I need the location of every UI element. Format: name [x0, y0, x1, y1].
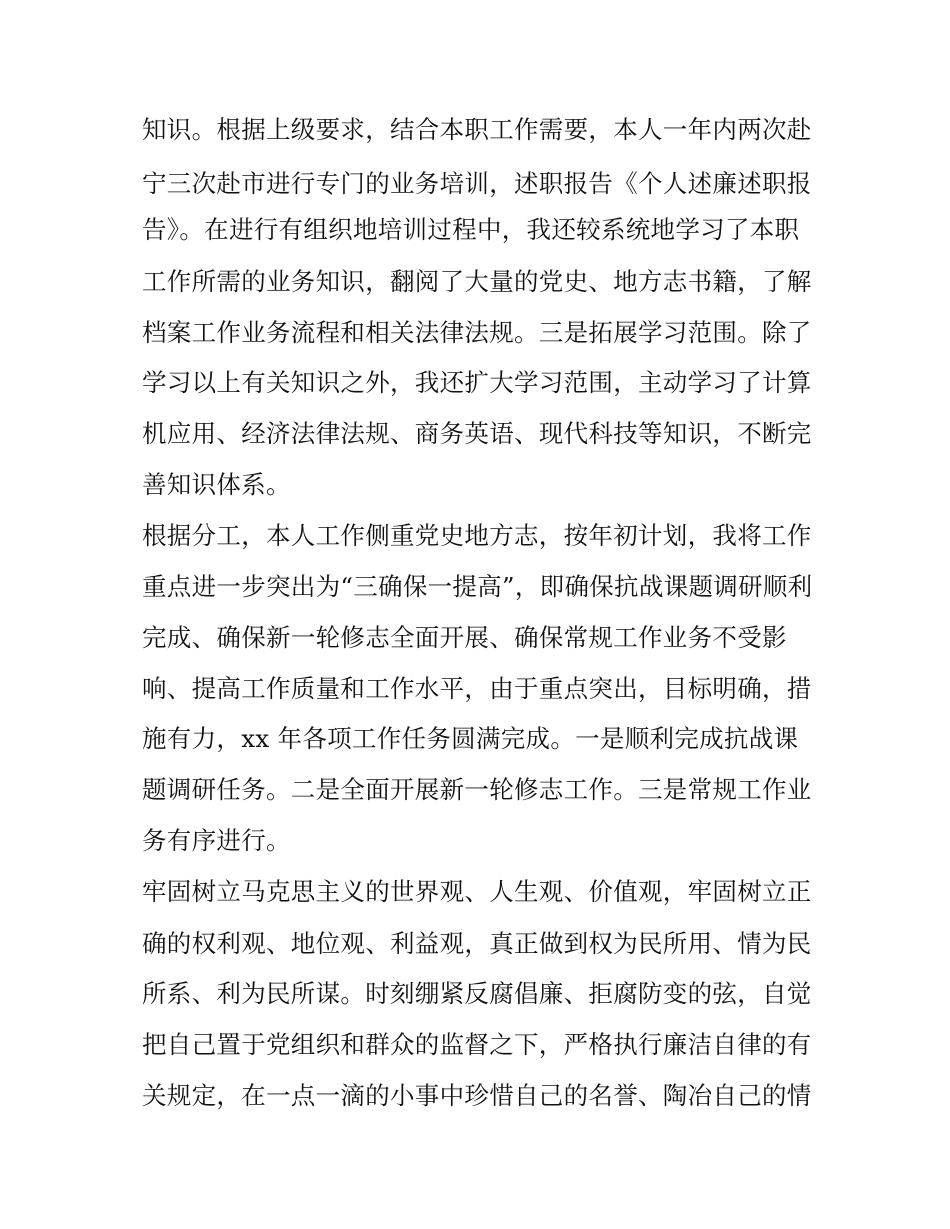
- text-line: 告》。在进行有组织地培训过程中，我还较系统地学习了本职: [142, 215, 800, 244]
- text-line: 工作所需的业务知识，翻阅了大量的党史、地方志书籍，了解: [142, 267, 812, 296]
- text-line: 施有力，xx 年各项工作任务圆满完成。一是顺利完成抗战课: [142, 724, 799, 753]
- text-line: 机应用、经济法律法规、商务英语、现代科技等知识，不断完: [142, 419, 812, 448]
- text-line: 确的权利观、地位观、利益观，真正做到权为民所用、情为民: [142, 929, 812, 958]
- text-line: 把自己置于党组织和群众的监督之下，严格执行廉洁自律的有: [142, 1030, 812, 1059]
- text-line: 善知识体系。: [142, 470, 291, 499]
- text-line: 务有序进行。: [142, 826, 291, 855]
- text-line: 响、提高工作质量和工作水平，由于重点突出，目标明确，措: [142, 674, 812, 703]
- text-line: 根据分工，本人工作侧重党史地方志，按年初计划，我将工作: [142, 521, 812, 550]
- text-line: 档案工作业务流程和相关法律法规。三是拓展学习范围。除了: [142, 318, 812, 347]
- text-line: 宁三次赴市进行专门的业务培训，述职报告《个人述廉述职报: [142, 169, 812, 198]
- text-line: 所系、利为民所谋。时刻绷紧反腐倡廉、拒腐防变的弦，自觉: [142, 979, 812, 1008]
- text-line: 题调研任务。二是全面开展新一轮修志工作。三是常规工作业: [142, 775, 812, 804]
- text-line: 学习以上有关知识之外，我还扩大学习范围，主动学习了计算: [142, 368, 812, 397]
- text-line: 牢固树立马克思主义的世界观、人生观、价值观，牢固树立正: [142, 877, 812, 906]
- text-line: 知识。根据上级要求，结合本职工作需要，本人一年内两次赴: [142, 115, 812, 144]
- text-line: 完成、确保新一轮修志全面开展、确保常规工作业务不受影: [142, 623, 787, 652]
- text-line: 重点进一步突出为“三确保一提高”，即确保抗战课题调研顺利: [142, 572, 813, 601]
- text-line: 关规定，在一点一滴的小事中珍惜自己的名誉、陶冶自己的情: [142, 1081, 812, 1110]
